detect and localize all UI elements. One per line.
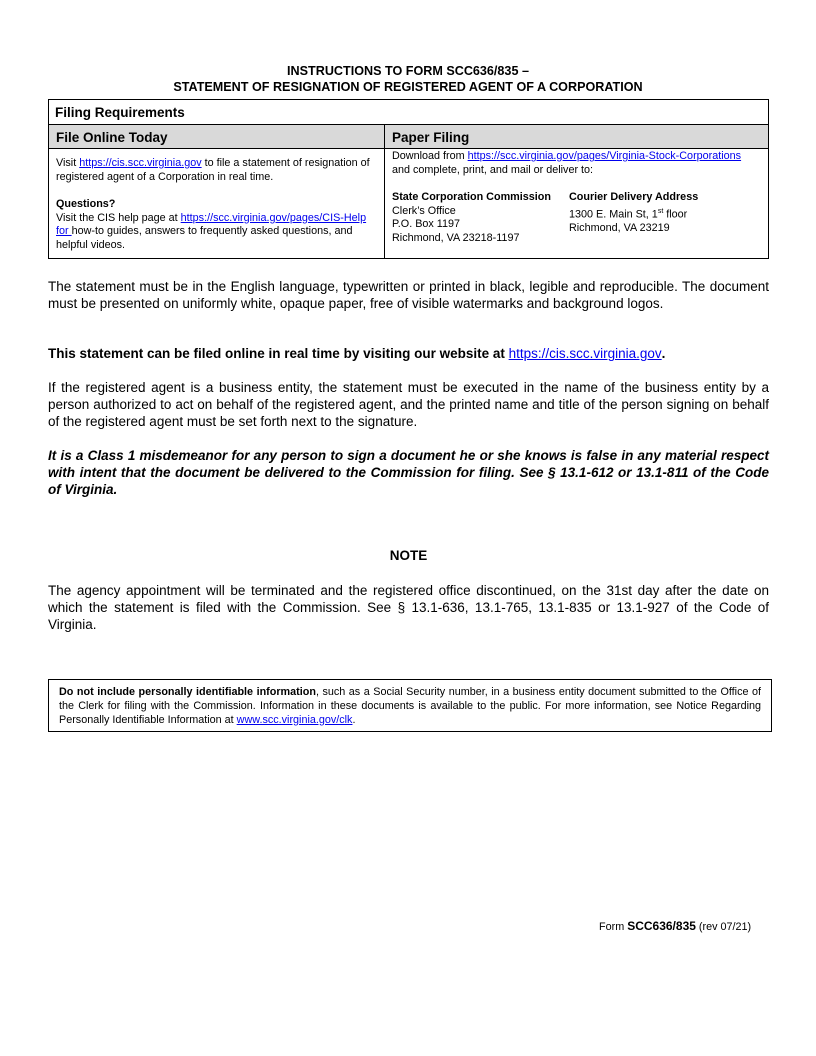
mail-heading: State Corporation Commission [392,191,551,203]
cis-website-link[interactable]: https://cis.scc.virginia.gov [508,346,662,361]
title-line-2: STATEMENT OF RESIGNATION OF REGISTERED AGENT OF A CORPORATION [173,80,643,94]
download-prefix: Download from [392,150,468,162]
help-text [56,212,377,253]
file-online-heading: File Online Today [49,125,384,149]
mail-line-3: Richmond, VA 23218-1197 [392,231,520,244]
stock-corporations-link[interactable]: https://scc.virginia.gov/pages/Virginia-Stock-Corporations [467,150,742,162]
mailing-address [392,191,551,245]
questions-label: Questions? [56,198,116,210]
download-suffix: and complete, print, and mail or deliver to: [392,163,594,176]
form-footer [599,919,751,933]
cis-help-link[interactable]: https://scc.virginia.gov/pages/CIS-Help for [56,211,367,237]
paper-download-text [392,150,761,177]
filing-requirements-header: Filing Requirements [49,100,768,125]
note-heading: NOTE [389,548,428,563]
paragraph-format: The statement must be in the English language, typewritten or printed in black, legible and reproducible. The document must be presented on uniformly white, opaque paper, free of visible watermarks and background logos. [48,279,769,311]
courier-line-2: Richmond, VA 23219 [568,221,670,234]
courier-line-1 [569,205,698,222]
footer-revision: (rev 07/21) [695,921,752,933]
help-suffix: how-to guides, answers to frequently asked questions, and helpful videos. [56,225,353,251]
courier-heading: Courier Delivery Address [568,191,699,203]
clk-link[interactable]: www.scc.virginia.gov/clk [236,713,353,726]
visit-prefix: Visit [56,157,80,169]
online-period: . [661,346,666,361]
online-statement: This statement can be filed online in real time by visiting our website at [48,346,509,361]
footer-prefix: Form [599,921,628,933]
title-line-1: INSTRUCTIONS TO FORM SCC636/835 – [287,64,529,78]
pii-end: . [352,713,356,726]
paragraph-misdemeanor: It is a Class 1 misdemeanor for any person to sign a document he or she knows is false in any material respect with intent that the document be delivered to the Commission for filing. See § 13.1-612 or 13.1-811 of the Code of Virginia. [48,448,769,497]
footer-form-number: SCC636/835 [627,919,696,933]
courier-sup: st [657,207,664,215]
mail-line-1: Clerk’s Office [392,204,456,217]
online-visit-text [56,157,377,184]
document-title [48,63,768,95]
file-online-column [49,125,385,258]
note-text: The agency appointment will be terminated and the registered office discontinued, on the 31st day after the date on which the statement is filed with the Commission. See § 13.1-636, 13.1-765, 13.1-835 or 13.1-927 of the Code of Virginia. [48,583,769,632]
courier-floor: floor [663,208,688,221]
help-prefix: Visit the CIS help page at [56,211,181,224]
courier-street: 1300 E. Main St, 1 [568,208,658,221]
mail-line-2: P.O. Box 1197 [392,218,461,230]
pii-text: , such as a Social Security number, in a business entity document submitted to the Office of the Clerk for filing with the Commission. Information in these documents is available to the public. For more information, see Notice Regarding Personally Identifiable Information at [59,686,761,726]
cis-link[interactable]: https://cis.scc.virginia.gov [79,157,202,169]
paragraph-business-entity: If the registered agent is a business entity, the statement must be executed in the name of the business entity by a person authorized to act on behalf of the registered agent, and the printed name and title of the person signing on behalf of the registered agent must be set forth next to the signature. [48,380,769,429]
pii-bold: Do not include personally identifiable information [59,686,316,698]
filing-requirements-table [48,99,769,259]
courier-address [569,191,698,245]
paragraph-online [48,345,769,362]
paper-filing-column [385,125,768,258]
visit-suffix: to file a statement of resignation of registered agent of a Corporation in real time. [56,157,370,183]
pii-notice-box [48,679,772,732]
paper-filing-heading: Paper Filing [385,125,768,149]
